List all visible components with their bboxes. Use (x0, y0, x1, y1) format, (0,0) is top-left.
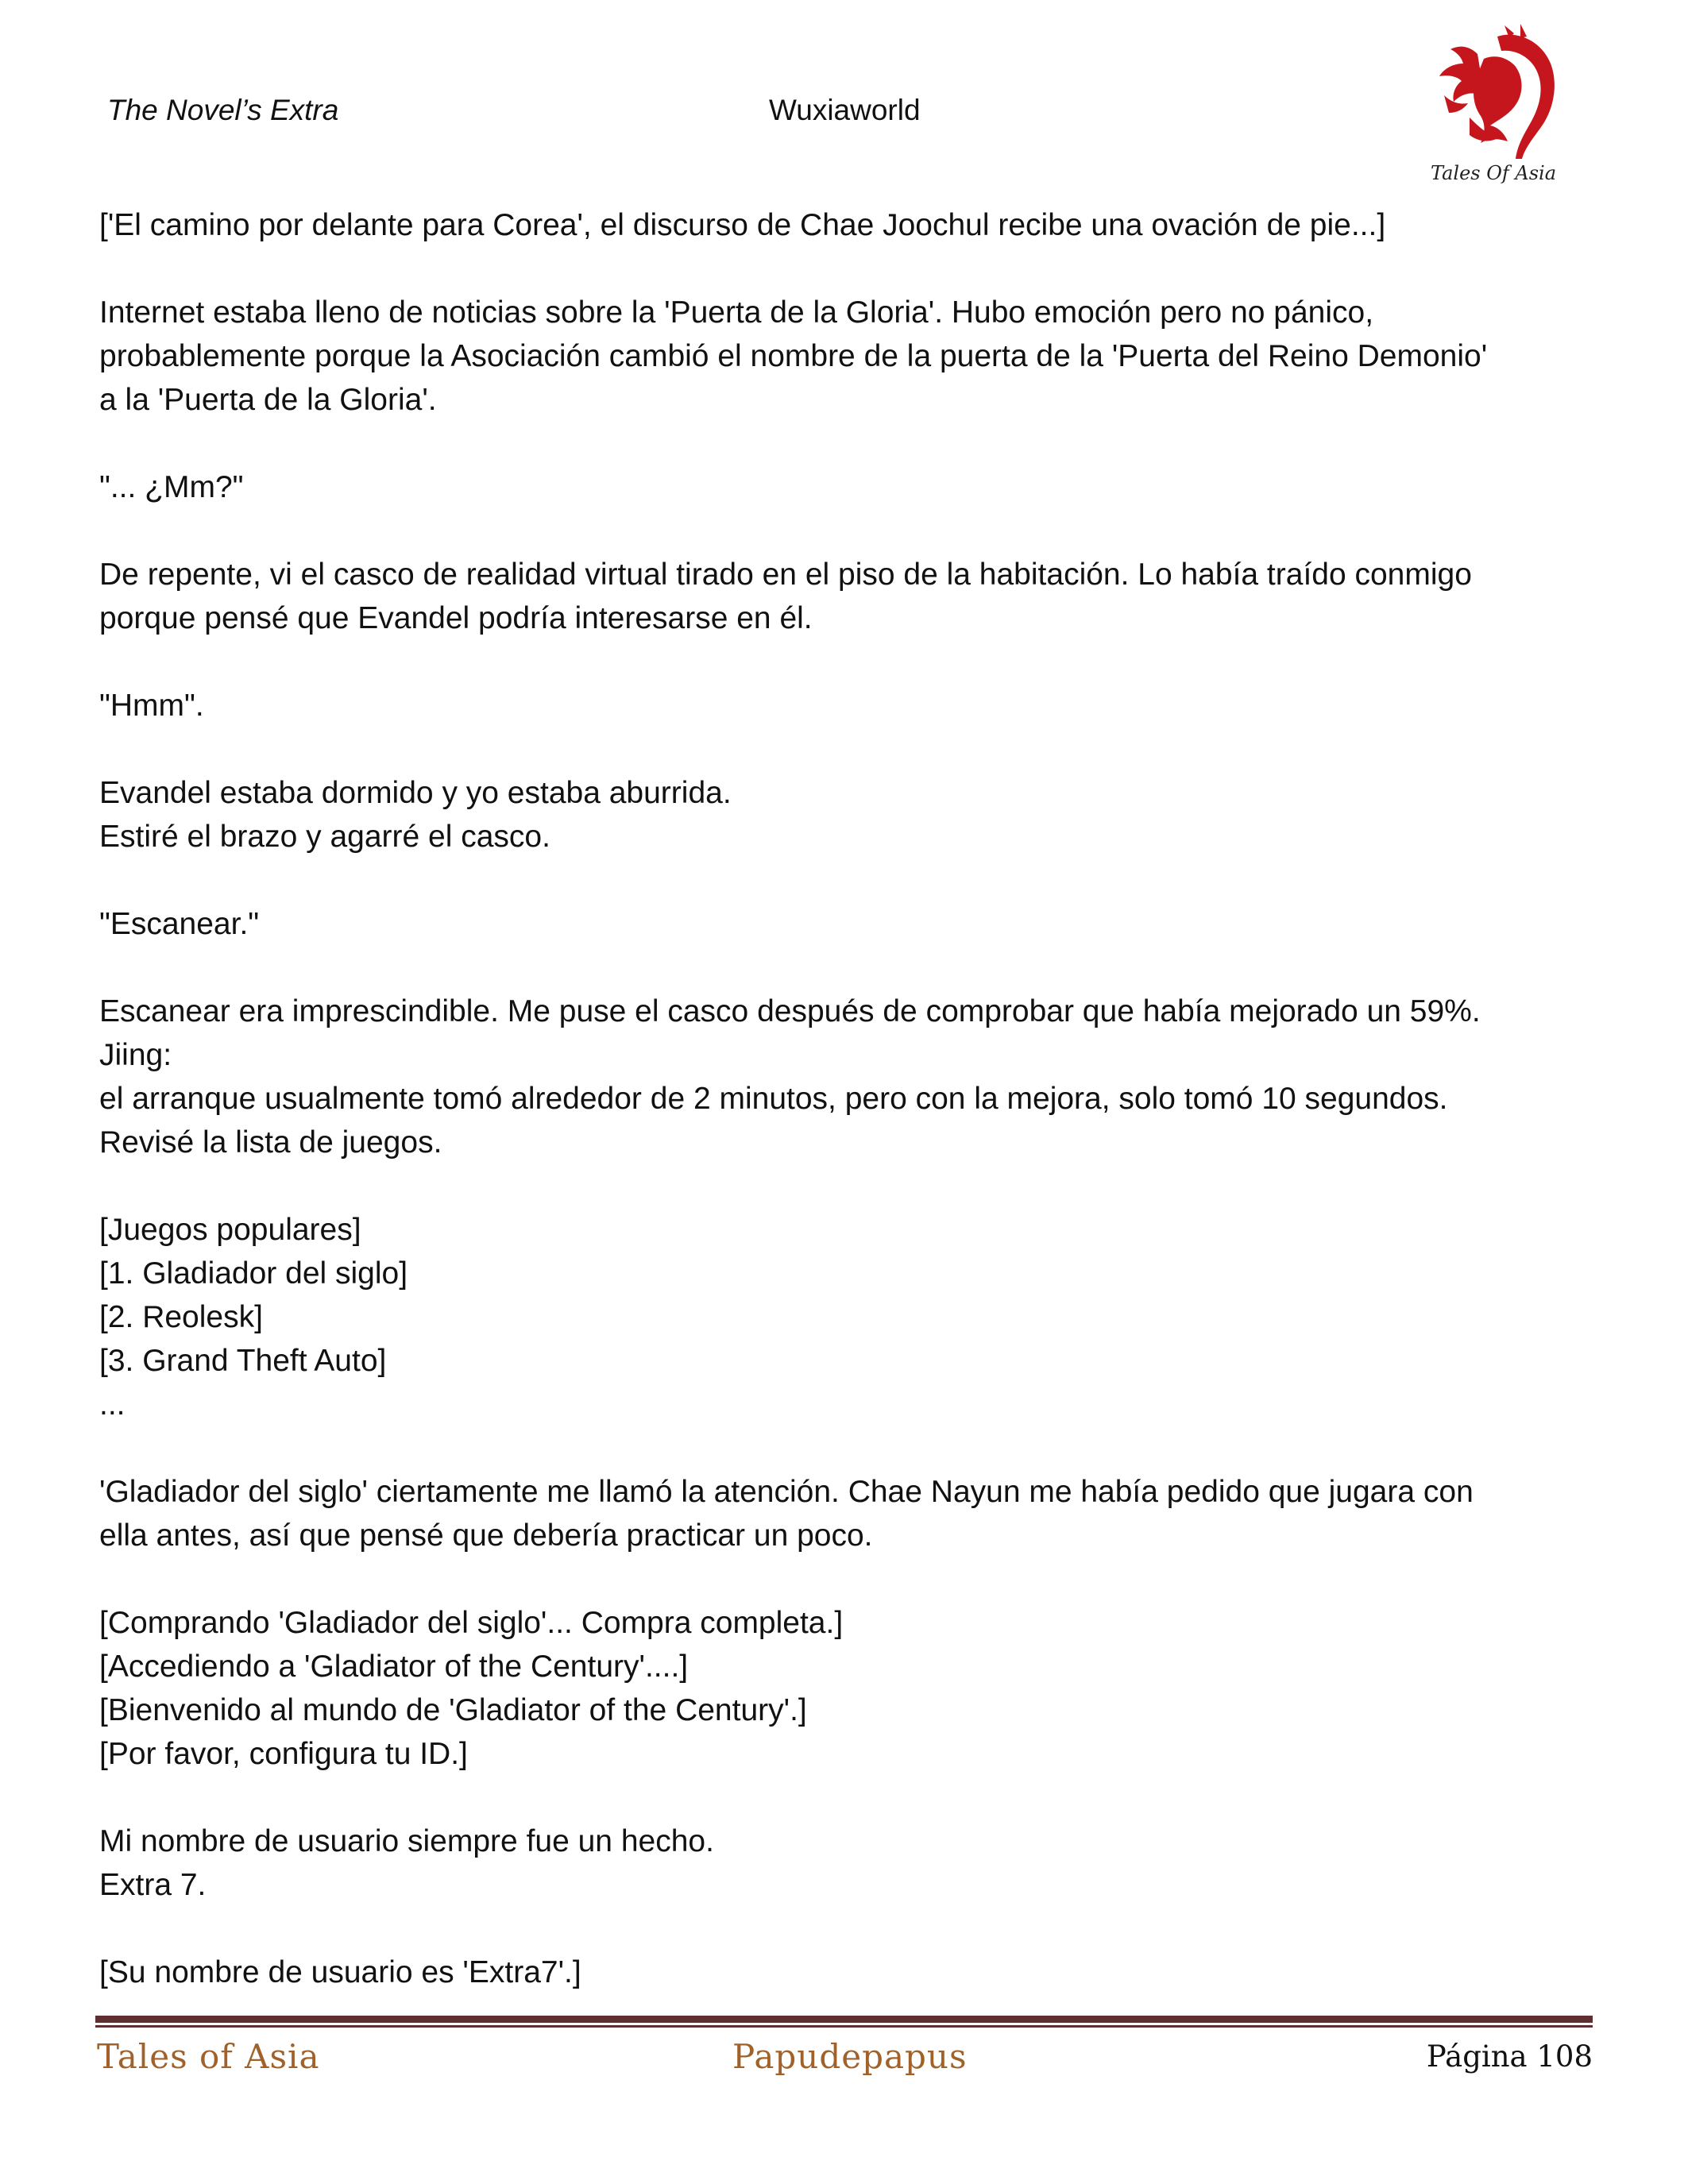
footer-rule-thin (95, 2025, 1593, 2028)
system-message: [Su nombre de usuario es 'Extra7'.] (99, 1955, 581, 1989)
body-line: a la 'Puerta de la Gloria'. (99, 383, 437, 417)
footer-publisher: Tales of Asia (97, 2037, 320, 2076)
footer-rule (95, 2016, 1593, 2023)
body-line: porque pensé que Evandel podría interesarse en él. (99, 601, 813, 635)
list-title: [Juegos populares] (99, 1213, 361, 1247)
body-line: probablemente porque la Asociación cambió el nombre de la puerta de la 'Puerta del Reino Demonio' (99, 339, 1488, 373)
body-line: "Hmm". (99, 689, 204, 723)
body-line: Mi nombre de usuario siempre fue un hecho. (99, 1824, 714, 1858)
system-message: [Bienvenido al mundo de 'Gladiator of the Century'.] (99, 1693, 807, 1727)
system-message: [Por favor, configura tu ID.] (99, 1737, 468, 1771)
body-line: 'Gladiador del siglo' ciertamente me llamó la atención. Chae Nayun me había pedido que jugara con (99, 1475, 1474, 1509)
header-book-title: The Novel’s Extra (107, 94, 339, 126)
header-site-name: Wuxiaworld (769, 94, 921, 126)
body-line: Estiré el brazo y agarré el casco. (99, 820, 550, 854)
footer-translator: Papudepapus (732, 2037, 968, 2076)
red-dragon-logo (1422, 22, 1565, 189)
body-line: De repente, vi el casco de realidad virtual tirado en el piso de la habitación. Lo había traído conmigo (99, 558, 1472, 592)
body-line: "Escanear." (99, 907, 260, 941)
body-line: Jiing: (99, 1038, 172, 1072)
body-line: ['El camino por delante para Corea', el discurso de Chae Joochul recibe una ovación de pie...] (99, 208, 1386, 242)
logo-text: Tales Of Asia (1430, 162, 1557, 184)
body-line: Escanear era imprescindible. Me puse el casco después de comprobar que había mejorado un 59%. (99, 994, 1481, 1028)
system-message: [Comprando 'Gladiador del siglo'... Compra completa.] (99, 1606, 844, 1640)
chapter-body (99, 203, 1593, 1994)
body-line: Evandel estaba dormido y yo estaba aburrida. (99, 776, 732, 810)
body-line: Extra 7. (99, 1868, 207, 1902)
body-line: Internet estaba lleno de noticias sobre la 'Puerta de la Gloria'. Hubo emoción pero no pánico, (99, 295, 1374, 330)
body-line: Revisé la lista de juegos. (99, 1125, 442, 1160)
body-line: el arranque usualmente tomó alrededor de 2 minutos, pero con la mejora, solo tomó 10 segundos. (99, 1082, 1448, 1116)
list-ellipsis: ... (99, 1387, 126, 1422)
page-number: Página 108 (1426, 2039, 1593, 2074)
system-message: [Accediendo a 'Gladiator of the Century'....] (99, 1650, 689, 1684)
list-item: [2. Reolesk] (99, 1300, 263, 1334)
body-line: "... ¿Mm?" (99, 470, 244, 504)
list-item: [3. Grand Theft Auto] (99, 1344, 387, 1378)
body-line: ella antes, así que pensé que debería practicar un poco. (99, 1518, 873, 1553)
list-item: [1. Gladiador del siglo] (99, 1256, 408, 1291)
